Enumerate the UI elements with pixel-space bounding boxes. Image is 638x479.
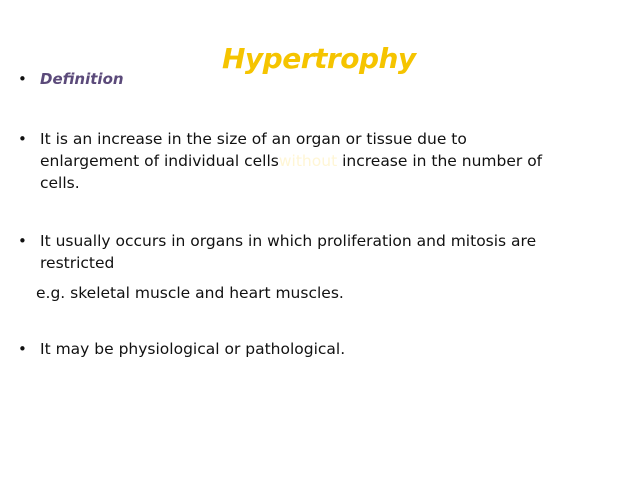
bullet-item-1	[18, 128, 628, 198]
bullet-2-line-1: It usually occurs in organs in which proliferation and mitosis are	[40, 232, 537, 250]
bullet-1-line-2-before: enlargement of individual cells	[40, 152, 279, 170]
bullet-1-line-2	[40, 150, 630, 172]
slide-title: Hypertrophy	[222, 42, 416, 75]
bullet-1-line-3: cells.	[40, 174, 80, 192]
definition-label: Definition	[40, 70, 124, 88]
bullet-item-3	[18, 338, 628, 362]
bullet-icon: •	[18, 232, 27, 250]
bullet-1-hidden-word: without	[278, 152, 338, 170]
bullet-1-line-1: It is an increase in the size of an organ or tissue due to	[40, 130, 467, 148]
bullet-text-2	[40, 230, 630, 274]
bullet-2-line-2: restricted	[40, 254, 115, 272]
bullet-item-2	[18, 230, 628, 276]
bullet-text-3: It may be physiological or pathological.	[40, 340, 346, 358]
bullet-icon: •	[18, 130, 27, 148]
bullet-icon: •	[18, 70, 27, 88]
example-line: e.g. skeletal muscle and heart muscles.	[36, 284, 344, 302]
definition-item	[18, 68, 318, 92]
bullet-icon: •	[18, 340, 27, 358]
bullet-1-line-2-after: increase in the number of	[342, 152, 543, 170]
bullet-text-1	[40, 128, 630, 194]
